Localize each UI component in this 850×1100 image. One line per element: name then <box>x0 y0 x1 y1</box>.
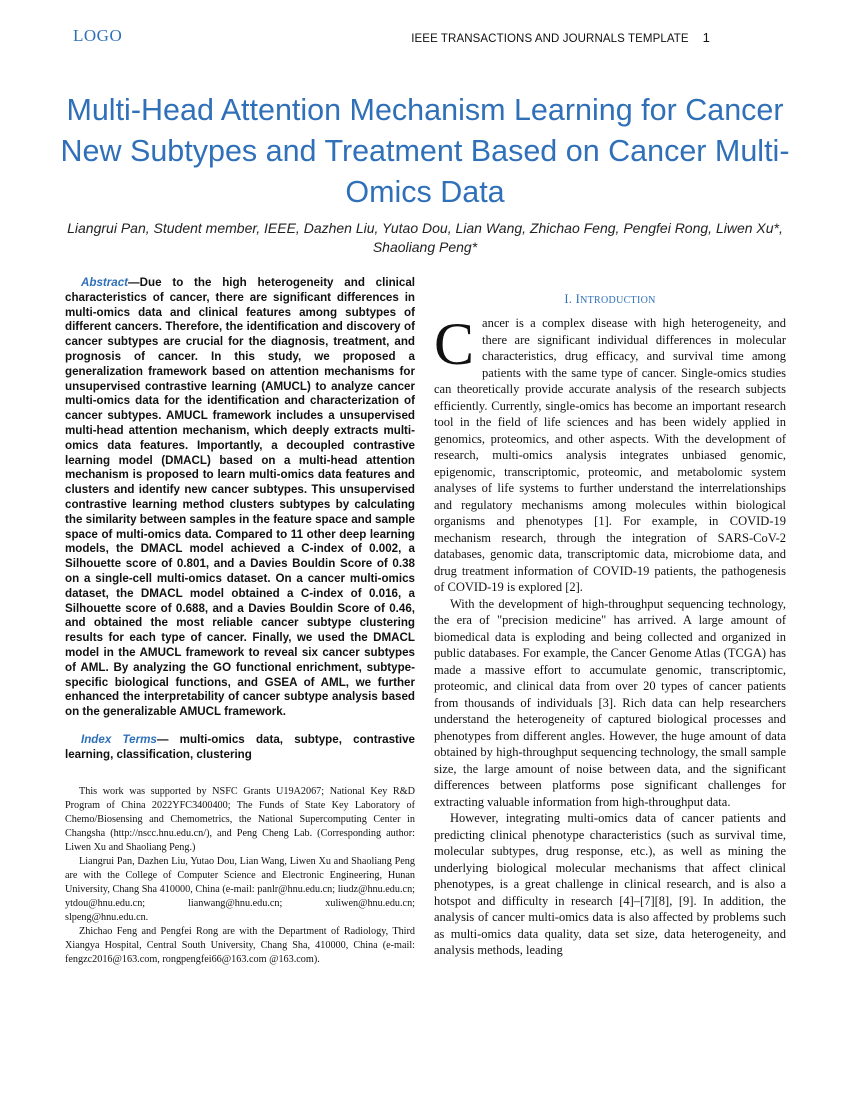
section-title-rest: NTRODUCTION <box>580 295 656 306</box>
paper-title: Multi-Head Attention Mechanism Learning for Cancer New Subtypes and Treatment Based on Cancer Multi-Omics Data <box>60 93 790 209</box>
right-column <box>434 292 786 959</box>
drop-cap: C <box>434 311 475 377</box>
footnotes <box>65 785 415 967</box>
section-numeral: I. I <box>564 292 581 306</box>
page-number: 1 <box>702 30 710 45</box>
index-terms <box>65 733 415 763</box>
journal-logo: LOGO <box>73 26 123 45</box>
section-heading-introduction <box>434 292 786 307</box>
intro-paragraph-3: However, integrating multi-omics data of cancer patients and predicting clinical phenotype characteristics (such as survival time, molecular subtypes, drug response, etc.), as well as mining the underlying biological molecular mechanisms that affect clinical phenotypes, is a great challenge in clinical research, and is also a hotspot and difficulty in research [4]–[7][8], [9]. In addition, the analysis of cancer multi-omics data is also affected by problems such as multi-omics data quality, data set size, data heterogeneity, and analysis methods, leading <box>434 811 786 957</box>
intro-paragraph-1-text: ancer is a complex disease with high heterogeneity, and there are significant individual differences in molecular characteristics, drug efficacy, and survival time among patients with the same type of cancer. Single-omics studies can theoretically provide accurate analysis of the research subjects efficiently. Currently, single-omics has become an important research tool in the field of life sciences and has been widely applied in genomics, proteomics, and other aspects. With the development of research, multi-omics analysis integrates unbiased genomic, epigenomic, transcriptomic, proteomic, and metabolomic system analyses of life systems to further understand the interrelationships and regulatory mechanisms among molecules within biological organisms and phenotypes [1]. For example, in COVID-19 mechanism research, through the integration of SARS-CoV-2 databases, genomic data, transcriptomic data, microbiome data, and drug treatment information of COVID-19 patients, the pathogenesis of COVID-19 is explored [2]. <box>434 316 786 594</box>
index-terms-label: Index Terms <box>81 732 157 746</box>
index-terms-text: — multi-omics data, subtype, contrastive learning, classification, clustering <box>65 732 415 761</box>
footnote-funding: This work was supported by NSFC Grants U19A2067; National Key R&D Program of China 2022YFC3400400; The Funds of State Key Laboratory of Chemo/Biosensing and Chemometrics, the National Supercomputing Center in Changsha (http://nscc.hnu.edu.cn/), and Peng Cheng Lab. (Corresponding author: Liwen Xu and Shaoliang Peng.) <box>65 785 415 853</box>
footnote-affiliation-hnu: Liangrui Pan, Dazhen Liu, Yutao Dou, Lian Wang, Liwen Xu and Shaoliang Peng are with the College of Computer Science and Electronic Engineering, Hunan University, Chang Sha 410000, China (e-mail: panlr@hnu.edu.cn; liudz@hnu.edu.cn; ytdou@hnu.edu.cn; lianwang@hnu.edu.cn; xuliwen@hnu.edu.cn; slpeng@hnu.edu.cn. <box>65 855 415 923</box>
author-list: Liangrui Pan, Student member, IEEE, Dazhen Liu, Yutao Dou, Lian Wang, Zhichao Feng, Pengfei Rong, Liwen Xu*, Shaoliang Peng* <box>67 220 783 255</box>
intro-paragraph-1 <box>434 311 786 596</box>
abstract-text: —Due to the high heterogeneity and clinical characteristics of cancer, there are significant differences in multi-omics data and clinical features among subtypes of different cancers. Therefore, the identification and discovery of cancer subtypes are crucial for the diagnosis, treatment, and prognosis of cancer. In this study, we proposed a generalization framework based on attention mechanisms for unsupervised contrastive learning (AMUCL) to analyze cancer multi-omics data for the identification and characterization of cancer subtypes. AMUCL framework includes a unsupervised multi-head attention mechanism, which deeply extracts multi-omics data features. Importantly, a decoupled contrastive learning model (DMACL) based on a multi-head attention mechanism is proposed to learn multi-omics data features and clusters and identify new cancer subtypes. This unsupervised contrastive learning method clusters subtypes by calculating the similarity between samples in the feature space and sample space of multi-omics data. Compared to 11 other deep learning models, the DMACL model achieved a C-index of 0.002, a Silhouette score of 0.801, and a Davies Bouldin Score of 0.38 on a single-cell multi-omics dataset. On a cancer multi-omics dataset, the DMACL model obtained a C-index of 0.016, a Silhouette score of 0.688, and a Davies Bouldin Score of 0.46, and obtained the most reliable cancer subtype clustering results for each type of cancer. Finally, we used the DMACL model in the AMUCL framework to reveal six cancer subtypes of AML. By analyzing the GO functional enrichment, subtype-specific biological functions, and GSEA of AML, we further enhanced the interpretability of cancer subtype analysis based on the generalizable AMUCL framework. <box>65 276 415 719</box>
abstract <box>65 276 415 720</box>
abstract-label: Abstract <box>81 276 129 289</box>
journal-name: IEEE TRANSACTIONS AND JOURNALS TEMPLATE <box>411 33 689 45</box>
left-column <box>65 276 415 967</box>
running-header <box>380 30 710 45</box>
intro-paragraph-2: With the development of high-throughput sequencing technology, the era of "precision medicine" has arrived. A large amount of biomedical data is exploding and being collected and organized in public databases. For example, the Cancer Genome Atlas (TCGA) has made a massive effort to accumulate genomic, transcriptomic, proteomic, and clinical data from over 20 types of cancer patients from thousands of individuals [3]. Rich data can help researchers understand the heterogeneity of captured biological processes and phenotypes from different angles. However, the huge amount of data obtained by high-throughput sequencing technology, the small sample size, the large amount of noise between data, and the significant differences between platforms pose significant challenges for extracting valuable information from high-throughput data. <box>434 596 786 809</box>
footnote-affiliation-xiangya: Zhichao Feng and Pengfei Rong are with the Department of Radiology, Third Xiangya Hospital, Central South University, Chang Sha, 410000, China (e-mail: fengzc2016@163.com, rongpengfei66@163.com @163.com). <box>65 925 415 965</box>
